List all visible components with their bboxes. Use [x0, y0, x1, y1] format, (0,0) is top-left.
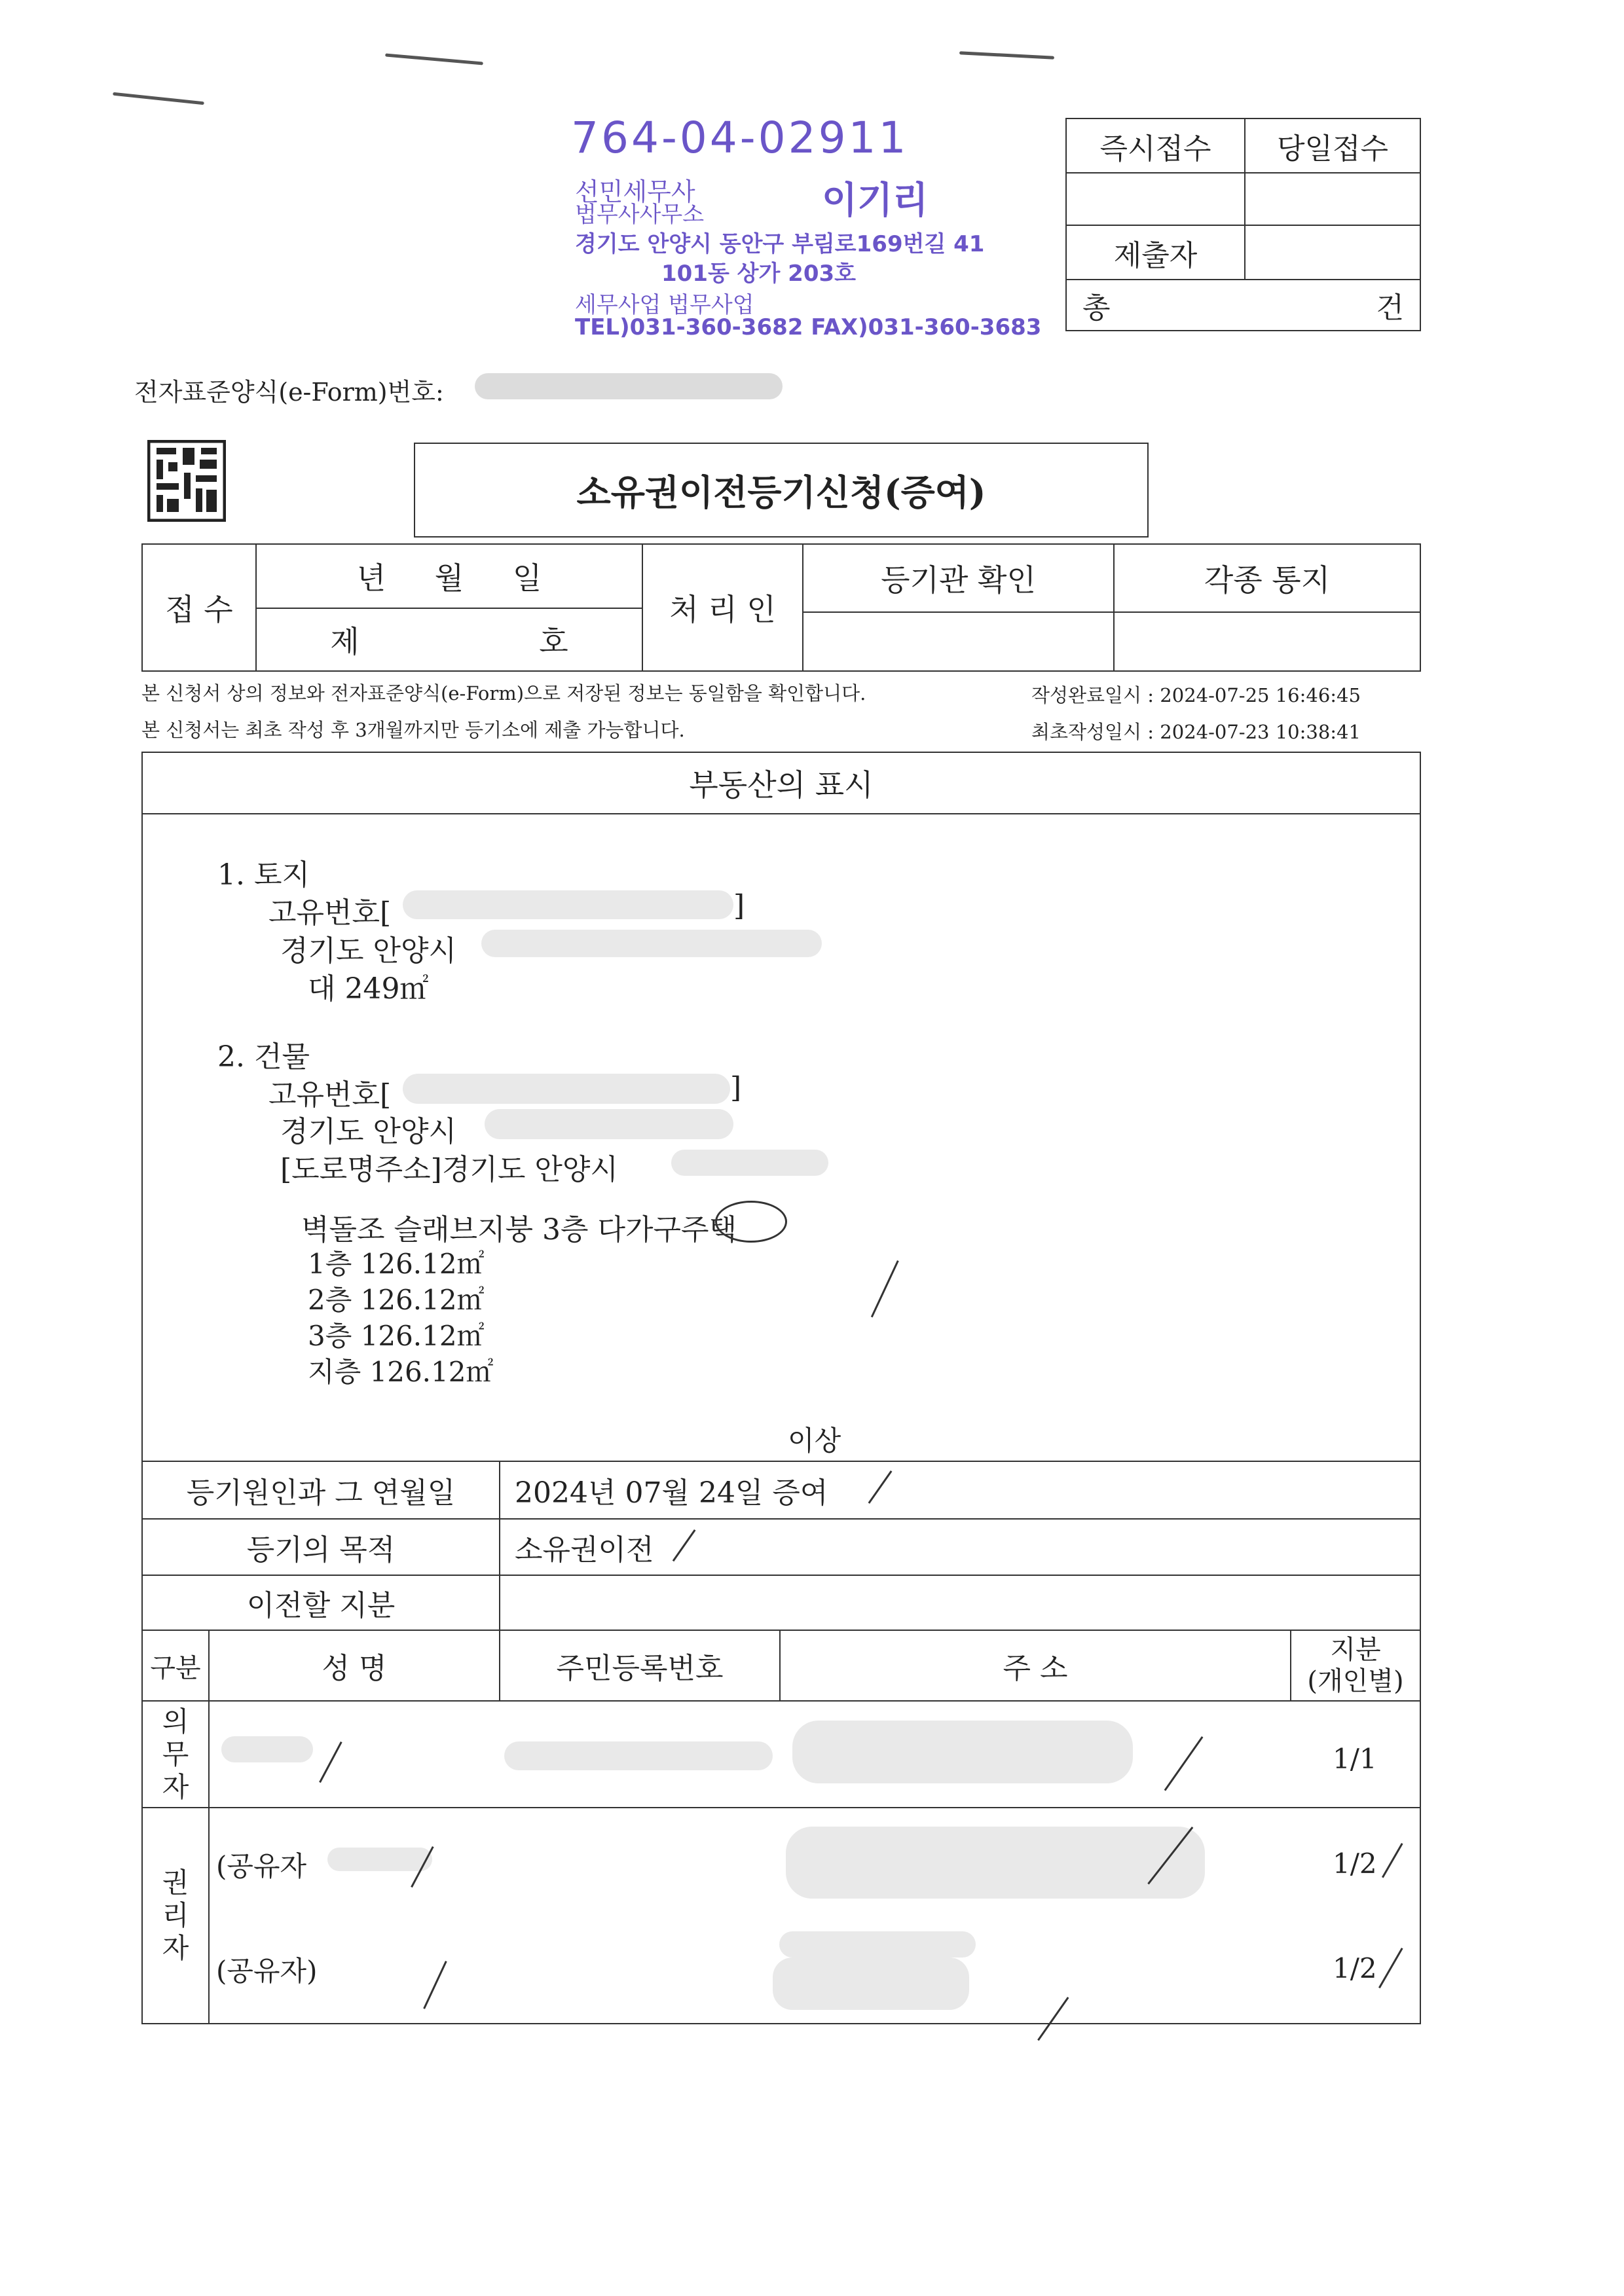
- stamp-office-line2: 법무사사무소: [575, 202, 705, 228]
- land-area: 대 249㎡: [308, 972, 429, 1006]
- form-title: 소유권이전등기신청(증여): [414, 443, 1149, 538]
- cause-label: 등기원인과 그 연월일: [141, 1461, 500, 1520]
- receipt-count-unit: 건: [1376, 291, 1404, 325]
- building-address-redacted: [485, 1109, 733, 1139]
- building-address: 경기도 안양시: [280, 1115, 457, 1148]
- co-owner-1-label: (공유자: [216, 1850, 307, 1882]
- share-transfer-label: 이전할 지분: [141, 1575, 500, 1631]
- note-line-2: 본 신청서는 최초 작성 후 3개월까지만 등기소에 제출 가능합니다.: [141, 719, 685, 741]
- intake-notices-blank: [1113, 611, 1421, 672]
- receipt-immediate: 즉시접수: [1065, 118, 1246, 173]
- intake-notices: 각종 통지: [1113, 543, 1421, 613]
- floor-3: 3층 126.12㎡: [308, 1320, 485, 1352]
- stamp-tel: TEL)031-360-3682 FAX)031-360-3683: [575, 314, 1042, 340]
- building-title: 2. 건물: [217, 1040, 310, 1074]
- intake-date: 년 월 일: [255, 543, 643, 609]
- building-road-redacted: [671, 1150, 828, 1176]
- header-kind: 구분: [141, 1630, 210, 1702]
- stamp-name: 이기리: [822, 179, 929, 222]
- staple-mark: [959, 51, 1054, 60]
- receipt-submitter-value: [1244, 225, 1421, 280]
- circle-mark: [715, 1201, 787, 1243]
- intake-registrar-blank: [802, 611, 1115, 672]
- receipt-total-label: 총: [1082, 291, 1111, 325]
- obligor-name-redacted: [221, 1736, 313, 1762]
- barcode-icon: [147, 440, 226, 522]
- building-id-close: ]: [730, 1071, 742, 1104]
- co-owner-1-name-redacted: [327, 1848, 432, 1871]
- building-id-redacted: [403, 1074, 730, 1104]
- stamp-services: 세무사업 법무사업: [575, 292, 754, 318]
- purpose-label: 등기의 목적: [141, 1518, 500, 1576]
- header-address: 주 소: [779, 1630, 1291, 1702]
- header-share: [1290, 1630, 1421, 1702]
- first-written-datetime: 최초작성일시 : 2024-07-23 10:38:41: [1031, 721, 1361, 743]
- stamp-address-1: 경기도 안양시 동안구 부림로169번길 41: [575, 231, 985, 257]
- header-share-line2: (개인별): [1307, 1666, 1404, 1696]
- obligor-address-redacted: [792, 1721, 1133, 1783]
- stamp-biz-no: 764-04-02911: [571, 113, 909, 163]
- staple-mark: [385, 53, 483, 65]
- note-line-1: 본 신청서 상의 정보와 전자표준양식(e-Form)으로 저장된 정보는 동일함을 확인합니다.: [141, 682, 866, 704]
- eform-number-label: 전자표준양식(e-Form)번호:: [134, 378, 444, 407]
- co-owner-1-share: 1/2: [1333, 1848, 1377, 1880]
- obligor-share: 1/1: [1333, 1743, 1377, 1775]
- intake-number: 제 호: [255, 608, 643, 672]
- intake-registrar: 등기관 확인: [802, 543, 1115, 613]
- co-owner-2-rrn-redacted: [779, 1931, 976, 1958]
- building-road-address: [도로명주소]경기도 안양시: [280, 1153, 618, 1186]
- co-owner-1-address-redacted: [786, 1827, 1205, 1899]
- completed-datetime: 작성완료일시 : 2024-07-25 16:46:45: [1031, 684, 1361, 706]
- receipt-submitter: 제출자: [1065, 225, 1246, 280]
- land-address-redacted: [481, 930, 822, 957]
- intake-handler: 처 리 인: [642, 543, 803, 672]
- land-id-redacted: [403, 890, 733, 919]
- obligor-rrn-redacted: [504, 1741, 773, 1770]
- share-transfer-value: [499, 1575, 1421, 1631]
- rights-holder-label: 권 리 자: [141, 1807, 210, 2024]
- intake-label: 접 수: [141, 543, 257, 672]
- cause-value: 2024년 07월 24일 증여: [499, 1461, 1421, 1520]
- receipt-same-day: 당일접수: [1244, 118, 1421, 173]
- header-share-line1: 지분: [1330, 1635, 1381, 1665]
- eform-number-redacted: [475, 373, 783, 399]
- building-id-label: 고유번호[: [268, 1078, 392, 1112]
- floor-2: 2층 126.12㎡: [308, 1284, 485, 1316]
- receipt-blank-1: [1065, 172, 1246, 226]
- land-id-close: ]: [733, 889, 745, 922]
- floor-1: 1층 126.12㎡: [308, 1248, 485, 1280]
- obligor-label: 의 무 자: [141, 1700, 210, 1808]
- property-end: 이상: [788, 1425, 841, 1457]
- receipt-blank-2: [1244, 172, 1421, 226]
- land-id-label: 고유번호[: [268, 896, 392, 930]
- purpose-value: 소유권이전: [499, 1518, 1421, 1576]
- co-owner-2-address-redacted: [773, 1958, 969, 2010]
- co-owner-2-share: 1/2: [1333, 1952, 1377, 1984]
- building-structure: 벽돌조 슬래브지붕 3층 다가구주택: [301, 1213, 737, 1247]
- property-header: 부동산의 표시: [141, 752, 1421, 814]
- floor-basement: 지층 126.12㎡: [308, 1356, 494, 1388]
- staple-mark: [113, 92, 204, 105]
- header-name: 성 명: [208, 1630, 500, 1702]
- header-rrn: 주민등록번호: [499, 1630, 781, 1702]
- stamp-address-2: 101동 상가 203호: [661, 261, 856, 287]
- land-address: 경기도 안양시: [280, 934, 457, 968]
- stamp-office-line1: 선민세무사: [575, 177, 695, 206]
- co-owner-2-label: (공유자): [216, 1955, 318, 1987]
- land-title: 1. 토지: [217, 858, 310, 892]
- receipt-total-row: [1065, 279, 1421, 331]
